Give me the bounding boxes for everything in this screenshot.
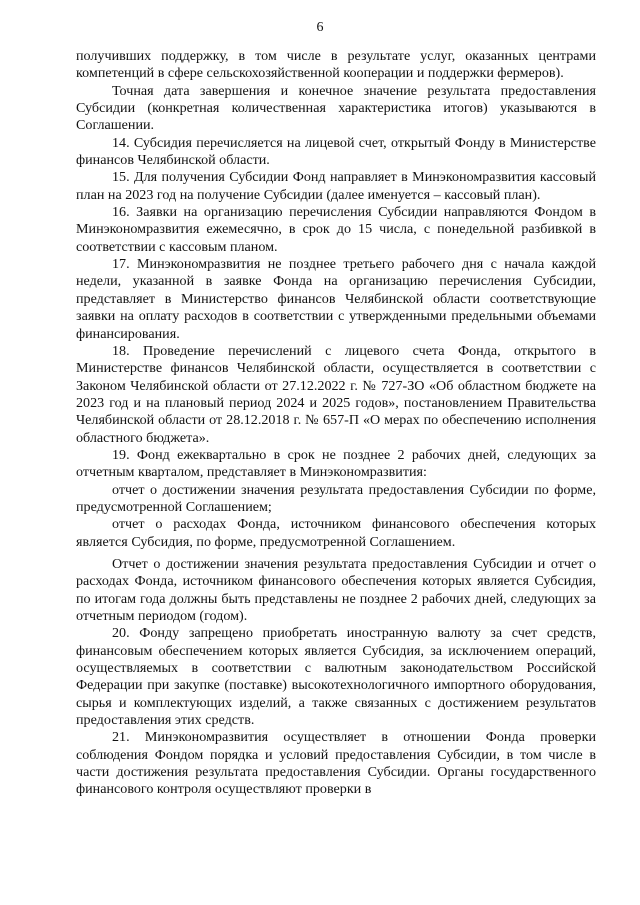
- paragraph-19: 19. Фонд ежеквартально в срок не позднее 2 рабочих дней, следующих за отчетным кварталом, представляет в Минэкономразвития:: [76, 446, 596, 481]
- page-number: 6: [316, 20, 324, 35]
- paragraph-completion-date: Точная дата завершения и конечное значение результата предоставления Субсидии (конкретная количественная характеристика итогов) указываются в Соглашении.: [76, 82, 596, 134]
- paragraph-17: 17. Минэкономразвития не позднее третьего рабочего дня с начала каждой недели, указанной в заявке Фонда на организацию перечисления Субсидии, представляет в Министерство финансов Челябинской области соответствующие заявки на оплату расходов в соответствии с утвержденными предельными объемами финансирования.: [76, 256, 596, 342]
- paragraph-21: 21. Минэкономразвития осуществляет в отношении Фонда проверки соблюдения Фондом порядка и условий предоставления Субсидии, в том числе в части достижения результата предоставления Субсидии. Органы государственного финансового контроля осуществляют проверки в: [76, 729, 596, 798]
- paragraph-18: 18. Проведение перечислений с лицевого счета Фонда, открытого в Министерстве финансов Челябинской области, осуществляется в соответствии с Законом Челябинской области от 27.12.2022 г. № 727-ЗО «Об областном бюджете на 2023 год и на плановый период 2024 и 2025 годов», постановлением Правительства Челябинской области от 28.12.2018 г. № 657-П «О мерах по обеспечению исполнения областного бюджета».: [76, 342, 596, 446]
- paragraph-continuation: получивших поддержку, в том числе в результате услуг, оказанных центрами компетенций в сфере сельскохозяйственной кооперации и поддержки фермеров).: [76, 48, 596, 82]
- paragraph-14: 14. Субсидия перечисляется на лицевой счет, открытый Фонду в Министерстве финансов Челябинской области.: [76, 134, 596, 169]
- paragraph-16: 16. Заявки на организацию перечисления Субсидии направляются Фондом в Минэкономразвития ежемесячно, в срок до 15 числа, с понедельной разбивкой в соответствии с кассовым планом.: [76, 204, 596, 255]
- paragraph-annual-reports: Отчет о достижении значения результата предоставления Субсидии и отчет о расходах Фонда, источником финансового обеспечения которых является Субсидия, по итогам года должны быть представлены не позднее 2 рабочих дней, следующих за отчетным периодом (годом).: [76, 555, 596, 624]
- document-body: [76, 48, 596, 799]
- paragraph-15: 15. Для получения Субсидии Фонд направляет в Минэкономразвития кассовый план на 2023 год на получение Субсидии (далее именуется – кассовый план).: [76, 169, 596, 203]
- paragraph-19-report-result: отчет о достижении значения результата предоставления Субсидии по форме, предусмотренной Соглашением;: [76, 481, 596, 515]
- paragraph-19-report-expenses: отчет о расходах Фонда, источником финансового обеспечения которых является Субсидия, по форме, предусмотренной Соглашением.: [76, 516, 596, 550]
- paragraph-20: 20. Фонду запрещено приобретать иностранную валюту за счет средств, финансовым обеспечением которых является Субсидия, за исключением операций, осуществляемых в соответствии с валютным законодательством Российской Федерации при закупке (поставке) высокотехнологичного импортного оборудования, сырья и комплектующих изделий, а также связанных с достижением результатов предоставления этих средств.: [76, 625, 596, 729]
